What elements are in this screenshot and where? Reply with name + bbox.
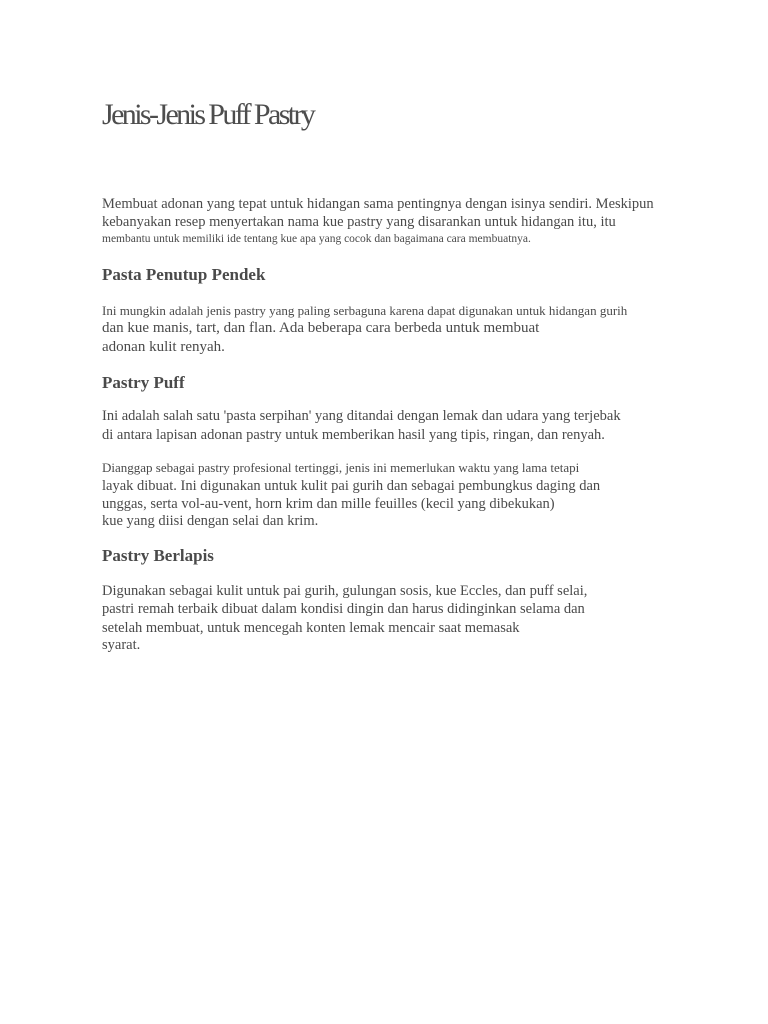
paragraph-line: setelah membuat, untuk mencegah konten lemak mencair saat memasak (102, 620, 520, 636)
section-heading: Pastry Berlapis (102, 546, 214, 565)
paragraph-line: unggas, serta vol-au-vent, horn krim dan mille feuilles (kecil yang dibekukan) (102, 496, 555, 512)
paragraph-line: Ini mungkin adalah jenis pastry yang paling serbaguna karena dapat digunakan untuk hidangan gurih (102, 303, 628, 318)
paragraph-line: Digunakan sebagai kulit untuk pai gurih, gulungan sosis, kue Eccles, dan puff selai, (102, 583, 588, 599)
paragraph-line: syarat. (102, 637, 141, 653)
paragraph-line: pastri remah terbaik dibuat dalam kondisi dingin dan harus didinginkan selama dan (102, 601, 585, 617)
page-title: Jenis-Jenis Puff Pastry (102, 98, 314, 131)
section-heading: Pastry Puff (102, 373, 185, 392)
paragraph-line: adonan kulit renyah. (102, 339, 225, 355)
intro-line: membantu untuk memiliki ide tentang kue apa yang cocok dan bagaimana cara membuatnya. (102, 233, 531, 245)
intro-line: Membuat adonan yang tepat untuk hidangan sama pentingnya dengan isinya sendiri. Meskipun (102, 196, 654, 212)
paragraph-line: kue yang diisi dengan selai dan krim. (102, 513, 319, 529)
section-heading: Pasta Penutup Pendek (102, 265, 266, 284)
intro-line: kebanyakan resep menyertakan nama kue pastry yang disarankan untuk hidangan itu, itu (102, 214, 616, 230)
paragraph-line: Dianggap sebagai pastry profesional tertinggi, jenis ini memerlukan waktu yang lama tetapi (102, 460, 580, 475)
paragraph-line: dan kue manis, tart, dan flan. Ada beberapa cara berbeda untuk membuat (102, 320, 540, 336)
paragraph-line: layak dibuat. Ini digunakan untuk kulit pai gurih dan sebagai pembungkus daging dan (102, 478, 601, 494)
paragraph-line: Ini adalah salah satu 'pasta serpihan' yang ditandai dengan lemak dan udara yang terjebak (102, 408, 621, 424)
paragraph-line: di antara lapisan adonan pastry untuk memberikan hasil yang tipis, ringan, dan renyah. (102, 427, 605, 443)
